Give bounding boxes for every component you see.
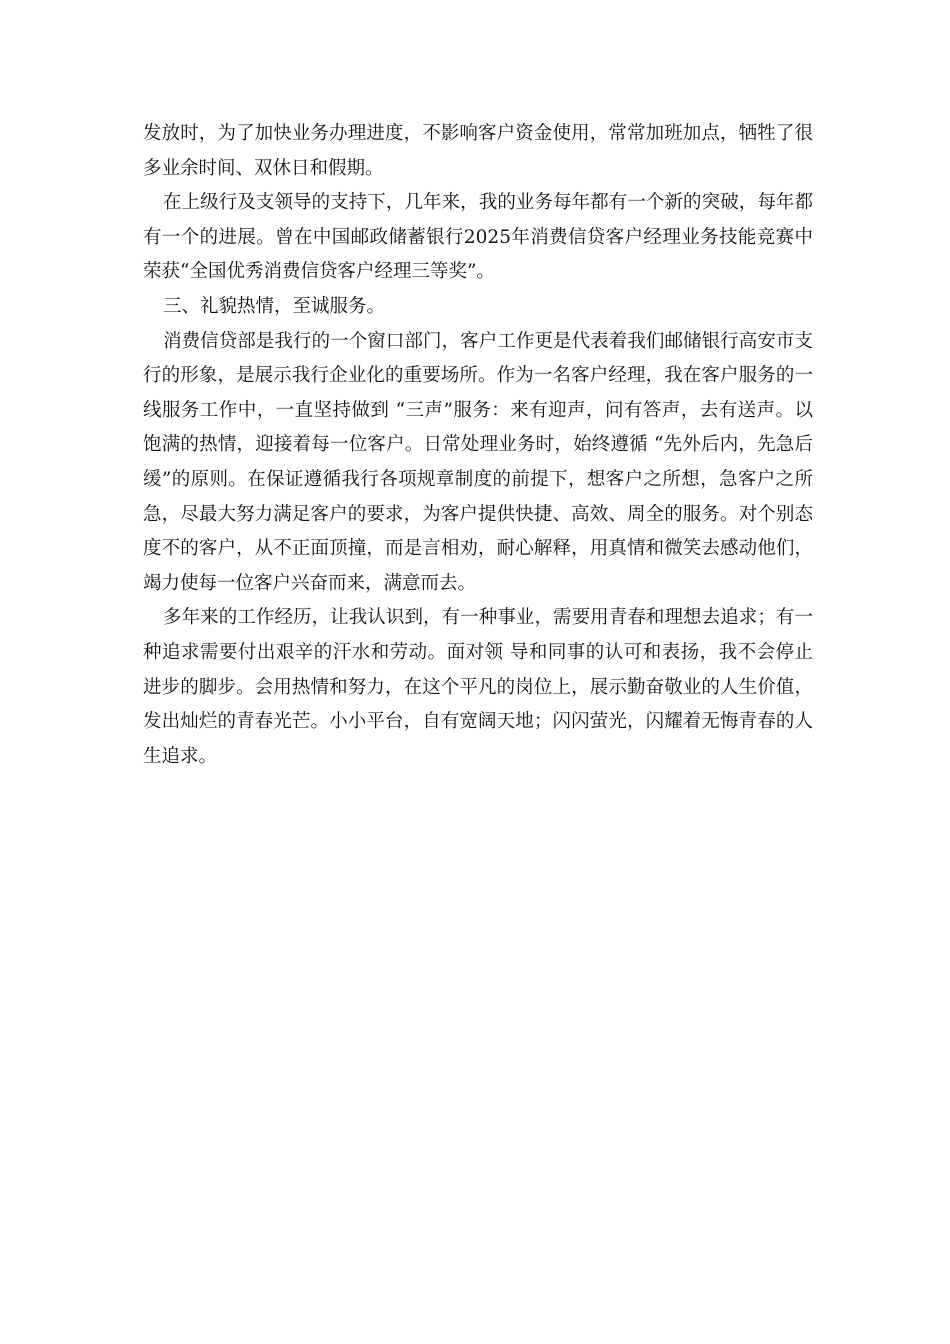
document-body	[143, 117, 813, 774]
paragraph-service: 消费信贷部是我行的一个窗口部门，客户工作更是代表着我们邮储银行高安市支行的形象，是展示我行企业化的重要场所。作为一名客户经理，我在客户服务的一线服务工作中，一直坚持做到 “三声”服务：来有迎声，问有答声，去有送声。以饱满的热情，迎接着每一位客户。日常处理业务时，始终遵循 “先外后内，先急后缓”的原则。在保证遵循我行各项规章制度的前提下，想客户之所想，急客户之所急，尽最大努力满足客户的要求，为客户提供快捷、高效、周全的服务。对个别态度不的客户，从不正面顶撞，而是言相劝，耐心解释，用真情和微笑去感动他们，竭力使每一位客户兴奋而来，满意而去。	[143, 330, 813, 594]
paragraph-achievements: 在上级行及支领导的支持下，几年来，我的业务每年都有一个新的突破，每年都有一个的进展。曾在中国邮政储蓄银行2025年消费信贷客户经理业务技能竞赛中荣获“全国优秀消费信贷客户经理三等奖”。	[143, 192, 813, 283]
paragraph-continuation: 发放时，为了加快业务办理进度，不影响客户资金使用，常常加班加点，牺牲了很多业余时间、双休日和假期。	[143, 123, 813, 179]
section-heading: 三、礼貌热情，至诚服务。	[163, 295, 386, 317]
paragraph-conclusion: 多年来的工作经历，让我认识到，有一种事业，需要用青春和理想去追求；有一种追求需要付出艰辛的汗水和劳动。面对领 导和同事的认可和表扬，我不会停止进步的脚步。会用热情和努力，在这个平凡的岗位上，展示勤奋敬业的人生价值，发出灿烂的青春光芒。小小平台，自有宽阔天地；闪闪萤光，闪耀着无悔青春的人生追求。	[143, 607, 813, 767]
